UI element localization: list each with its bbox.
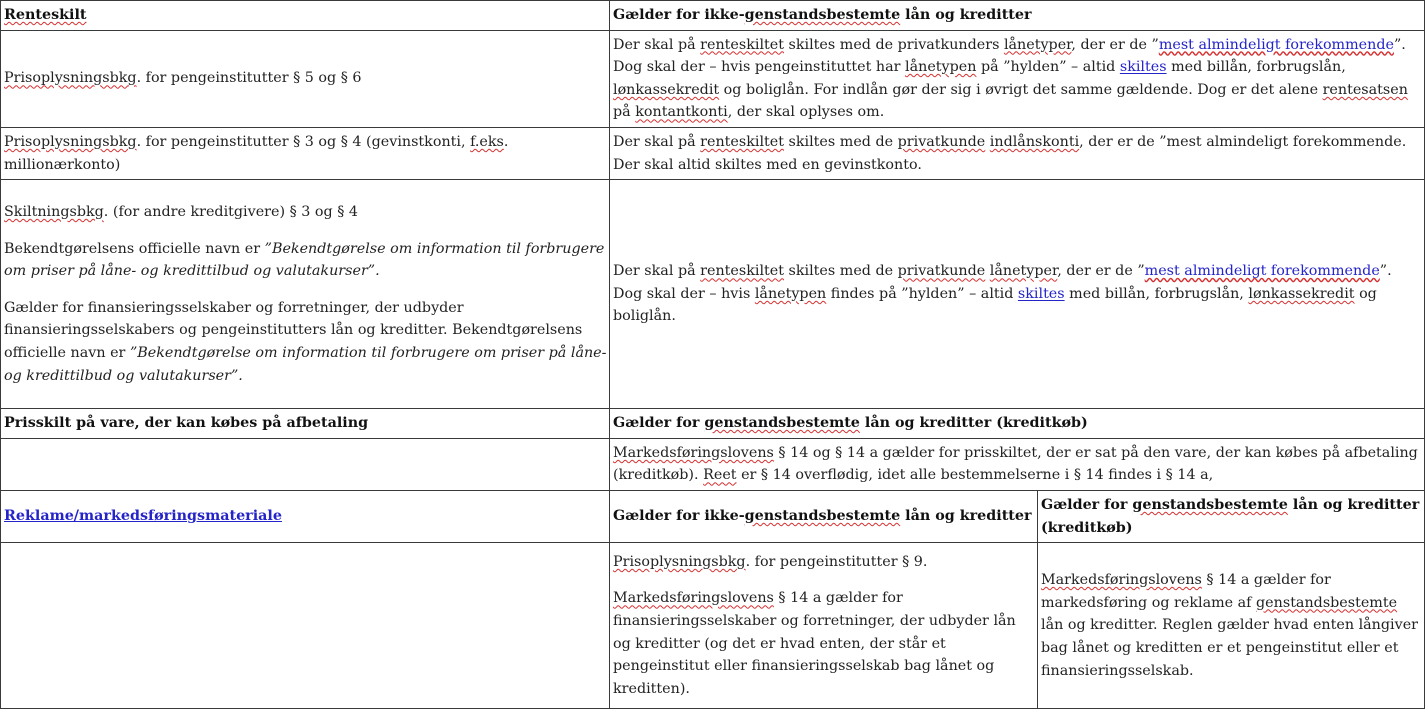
header-cell-scope: Gælder for ikke-genstandsbestemte lån og kreditter [610,1,1425,31]
empty-cell [1,543,610,709]
empty-cell [1,438,610,490]
reklame-link[interactable]: Reklame/markedsføringsmateriale [4,508,282,525]
header-cell-prisskilt: Prisskilt på vare, der kan købes på afbetaling [1,409,610,439]
header-cell-renteskilt [1,1,610,31]
description-cell: Markedsføringslovens § 14 a gælder for markedsføring og reklame af genstandsbestemte lån og kreditter. Reglen gælder hvad enten långiver bag lånet og kreditten er et pengeinstitut eller et finansieringsselskab. [1038,543,1425,709]
link-skiltes[interactable]: skiltes [1017,285,1065,302]
scope-note: Gælder for finansieringsselskaber og forretninger, der udbyder finansieringsselskabers og pengeinstitutters lån og kreditter. Bekendtgørelsens officielle navn er ”Bekendtgørelse om information til forbrugere om priser på låne- og kredittilbud og valutakurser”. [4,299,607,384]
regulation-name: Skiltningsbkg. (for andre kreditgivere) § 3 og § 4 [4,204,358,221]
description-cell: Markedsføringslovens § 14 og § 14 a gælder for prisskiltet, der er sat på den vare, der kan købes på afbetaling (kreditkøb). Reet er § 14 overflødig, idet alle bestemmelserne i § 14 findes i § 14 a, [610,438,1425,490]
link-skiltes[interactable]: skiltes [1119,59,1167,76]
header-cell-scope: Gælder for ikke-genstandsbestemte lån og kreditter [610,490,1038,542]
table-row [1,180,1425,409]
description-cell [610,543,1038,709]
link-mest-almindeligt[interactable]: mest almindeligt forekommende [1144,263,1380,280]
regulation-cell: Prisoplysningsbkg. for pengeinstitutter § 5 og § 6 [1,30,610,127]
description-cell: Der skal på renteskiltet skiltes med de privatkunders lånetyper, der er de ”mest almindeligt forekommende”. Dog skal der – hvis pengeinstituttet har lånetypen på ”hylden” – altid skiltes med billån, forbrugslån, lønkassekredit og boliglån. For indlån gør der sig i øvrigt det samme gældende. Dog er det alene rentesatsen på kontantkonti, der skal oplyses om. [610,30,1425,127]
header-cell-scope-kreditkob: Gælder for genstandsbestemte lån og kreditter (kreditkøb) [1038,490,1425,542]
regulation-name: Prisoplysningsbkg. for pengeinstitutter § 9. [613,553,928,570]
description-cell: Der skal på renteskiltet skiltes med de privatkunde lånetyper, der er de ”mest almindeligt forekommende”. Dog skal der – hvis lånetypen findes på ”hylden” – altid skiltes med billån, forbrugslån, lønkassekredit og boliglån. [610,180,1425,409]
link-mest-almindeligt[interactable]: mest almindeligt forekommende [1158,36,1394,53]
table-row [1,490,1425,542]
header-cell-reklame [1,490,610,542]
table-row [1,409,1425,439]
description-cell: Der skal på renteskiltet skiltes med de privatkunde indlånskonti, der er de ”mest almindeligt forekommende. Der skal altid skiltes med en gevinstkonto. [610,127,1425,179]
table-row [1,543,1425,709]
regulation-cell [1,180,610,409]
regulation-cell: Prisoplysningsbkg. for pengeinstitutter § 3 og § 4 (gevinstkonti, f.eks. millionærkonto) [1,127,610,179]
table-row [1,127,1425,179]
header-cell-scope: Gælder for genstandsbestemte lån og kreditter (kreditkøb) [610,409,1425,439]
table-row [1,30,1425,127]
official-name-note: Bekendtgørelsens officielle navn er ”Bekendtgørelse om information til forbrugere om priser på låne- og kredittilbud og valutakurser”. [4,240,605,280]
table-row [1,1,1425,31]
table-row [1,438,1425,490]
scope-note: Markedsføringslovens § 14 a gælder for finansieringsselskaber og forretninger, der udbyder lån og kreditter (og det er hvad enten, der står et pengeinstitut eller finansieringsselskab bag lånet og kreditten). [613,590,1016,697]
header-title: Renteskilt [4,7,87,23]
